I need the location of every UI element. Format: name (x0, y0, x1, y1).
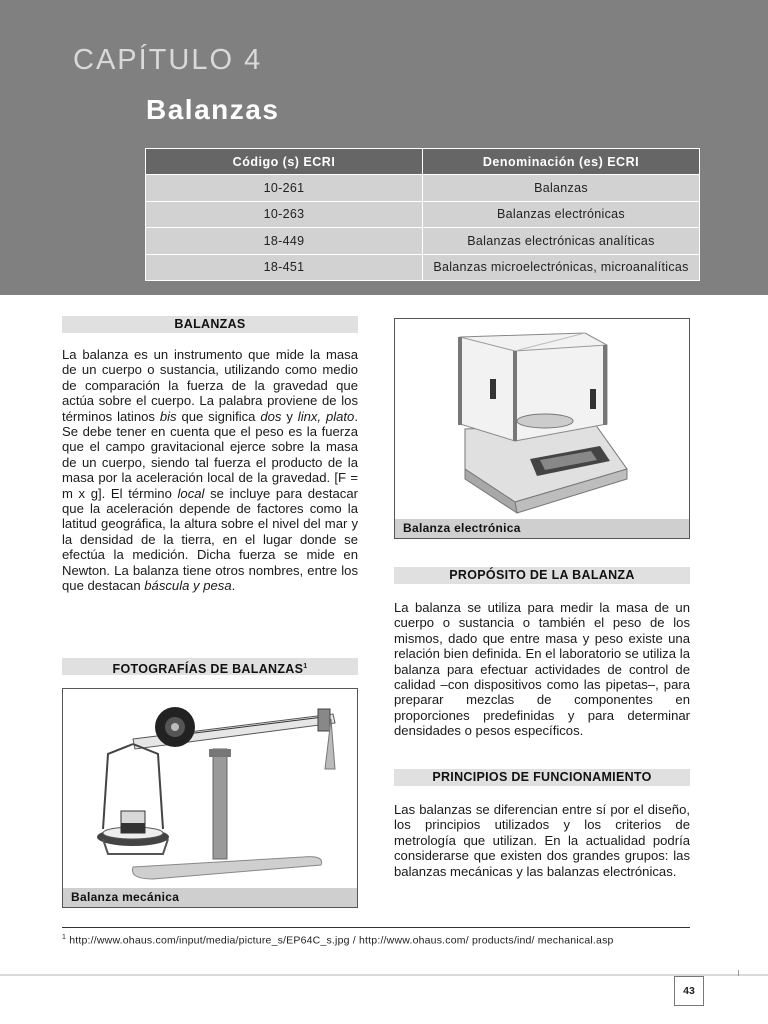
text-run: . Se debe tener en cuenta que el peso es la fuerza que el campo gravitacional ejerce sobre la masa de un cuerpo, siendo tal fuerza el producto de la masa por la aceleración local de la gravedad. [F = m x g]. El término (62, 408, 358, 501)
text-run: La balanza es un instrumento que mide la masa de un cuerpo o sustancia, utilizando como medio de comparación la fuerza de la gravedad que actúa sobre el cuerpo. La palabra proviene de los términos latinos (62, 347, 358, 424)
ecri-table (145, 148, 700, 281)
bottom-tick (738, 970, 739, 976)
figure-electronic-balance (394, 318, 690, 539)
electronic-balance-image (395, 319, 689, 518)
italic-term-bascula: báscula y pesa (144, 578, 232, 594)
heading-text: FOTOGRAFÍAS DE BALANZAS (112, 662, 304, 677)
section-heading-principios: PRINCIPIOS DE FUNCIONAMIENTO (394, 769, 690, 786)
caption-mechanical: Balanza mecánica (63, 888, 357, 907)
footnote-mark: 1 (62, 934, 67, 941)
page-number: 43 (674, 976, 704, 1006)
balanzas-paragraph (62, 347, 358, 594)
principios-paragraph: Las balanzas se diferencian entre sí por el diseño, los principios utilizados y los criterios de metrología que utilizan. En la actualidad podría considerarse que existen dos grandes grupos: las balanzas mecánicas y las balanzas electrónicas. (394, 802, 690, 879)
table-cell-code: 18-449 (146, 228, 423, 255)
table-cell-name: Balanzas electrónicas analíticas (423, 228, 700, 255)
table-header-denominacion: Denominación (es) ECRI (423, 149, 700, 175)
table-cell-name: Balanzas microelectrónicas, microanalíticas (423, 254, 700, 281)
table-cell-code: 10-263 (146, 201, 423, 228)
footnote-ref: 1 (303, 663, 308, 670)
italic-term-dos: dos (260, 408, 282, 424)
footnote-divider (62, 927, 690, 928)
proposito-paragraph: La balanza se utiliza para medir la masa de un cuerpo o sustancia o también el peso de los mismos, dado que entre masa y peso existe una relación bien definida. En el laboratorio se utiliza la balanza para efectuar actividades de control de calidad –con dispositivos como las pipetas–, para preparar mezclas de componentes en proporciones predefinidas y para determinar densidades o pesos específicos. (394, 600, 690, 739)
page-title: Balanzas (146, 94, 280, 125)
text-run: . (231, 578, 236, 594)
mechanical-balance-image (63, 689, 357, 887)
footnote-text: http://www.ohaus.com/input/media/picture_s/EP64C_s.jpg / http://www.ohaus.com/ products/ind/ mechanical.asp (69, 934, 614, 947)
table-header-codigo: Código (s) ECRI (146, 149, 423, 175)
table-cell-code: 10-261 (146, 175, 423, 202)
section-heading-fotografias (62, 658, 358, 675)
table-row (146, 228, 700, 255)
table-cell-name: Balanzas electrónicas (423, 201, 700, 228)
section-heading-proposito: PROPÓSITO DE LA BALANZA (394, 567, 690, 584)
text-run: se incluye para destacar que la aceleración depende de factores como la latitud geográfica, la altura sobre el nivel del mar y la densidad de la tierra, en el lugar donde se efectúa la medición. Dicha fuerza se mide en Newton. La balanza tiene otros nombres, entre los que destacan (62, 485, 358, 594)
footnote (62, 934, 614, 947)
table-header-row (146, 149, 700, 175)
bottom-divider (0, 974, 768, 976)
italic-term-local: local (177, 485, 205, 501)
italic-term-bis: bis (159, 408, 177, 424)
text-run: que significa (176, 408, 261, 424)
table-row (146, 201, 700, 228)
table-row (146, 254, 700, 281)
chapter-label: CAPÍTULO 4 (73, 44, 263, 76)
italic-term-linx: linx, plato (297, 408, 355, 424)
figure-mechanical-balance (62, 688, 358, 908)
table-cell-name: Balanzas (423, 175, 700, 202)
section-heading-balanzas: BALANZAS (62, 316, 358, 333)
text-run: y (281, 408, 298, 424)
caption-electronic: Balanza electrónica (395, 519, 689, 538)
table-row (146, 175, 700, 202)
table-cell-code: 18-451 (146, 254, 423, 281)
